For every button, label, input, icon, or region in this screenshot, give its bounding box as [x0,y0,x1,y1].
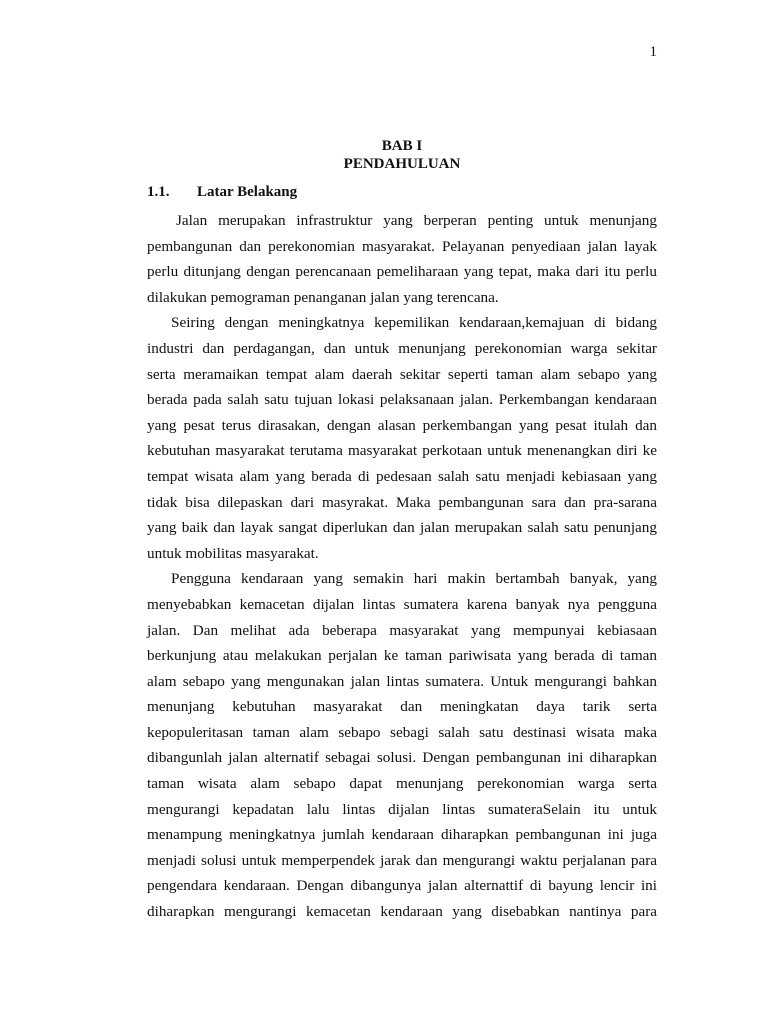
text-line: berkunjung atau melakukan perjalan ke taman pariwisata yang berada di taman [147,647,657,665]
text-line: pengendara kendaraan. Dengan dibangunya jalan alternattif di bayung lencir ini [147,877,657,895]
text-line: menampung meningkatnya jumlah kendaraan diharapkan pembangunan ini juga [147,826,657,844]
text-line: industri dan perdagangan, dan untuk menunjang perekonomian warga sekitar [147,339,657,357]
body-text [147,208,657,925]
paragraph [147,208,657,310]
text-line: dilakukan pemograman penanganan jalan yang terencana. [147,288,499,306]
text-line: diharapkan mengurangi kemacetan kendaraan yang disebabkan nantinya para [147,903,657,921]
text-line: kebutuhan masyarakat terutama masyarakat perkotaan untuk menenangkan diri ke [147,442,657,460]
section-number: 1.1. [147,184,170,200]
text-line: alam sebapo yang mengunakan jalan lintas sumatera. Untuk mengurangi bahkan [147,672,657,690]
text-line: perlu ditunjang dengan perencanaan pemeliharaan yang tepat, maka dari itu perlu [147,263,657,281]
text-line: pembangunan dan perekonomian masyarakat. Pelayanan penyediaan jalan layak [147,237,657,255]
paragraph [147,566,657,924]
section-title: Latar Belakang [197,184,298,200]
chapter-title: PENDAHULUAN [343,156,461,172]
text-line: berada pada salah satu tujuan lokasi pelaksanaan jalan. Perkembangan kendaraan [147,391,657,409]
paragraph [147,310,657,566]
page-number: 1 [649,44,657,60]
text-line: Jalan merupakan infrastruktur yang berperan penting untuk menunjang [176,212,657,229]
text-line: yang pesat terus dirasakan, dengan alasan perkembangan yang pesat itulah dan [147,416,657,434]
text-line: taman wisata alam sebapo dapat menunjang perekonomian warga serta [147,775,657,793]
text-line: menjadi solusi untuk memperpendek jarak dan mengurangi waktu perjalanan para [147,851,657,869]
text-line: jalan. Dan melihat ada beberapa masyarakat yang mempunyai kebiasaan [147,621,657,639]
chapter-label: BAB I [381,138,423,154]
text-line: tempat wisata alam yang berada di pedesaan salah satu menjadi kebiasaan yang [147,467,657,485]
text-line: dibangunlah jalan alternatif sebagai solusi. Dengan pembangunan ini diharapkan [147,749,657,767]
text-line: serta meramaikan tempat alam daerah sekitar seperti taman alam sebapo yang [147,365,657,383]
section-heading [147,183,297,201]
text-line: menunjang kebutuhan masyarakat dan meningkatan daya tarik serta [147,698,657,716]
text-line: untuk mobilitas masyarakat. [147,544,319,562]
text-line: tidak bisa dilepaskan dari masyrakat. Maka pembangunan sara dan pra-sarana [147,493,657,511]
text-line: menyebabkan kemacetan dijalan lintas sumatera karena banyak nya pengguna [147,595,657,613]
text-line: kepopuleritasan taman alam sebapo sebagi salah satu destinasi wisata maka [147,723,657,741]
text-line: yang baik dan layak sangat diperlukan dan jalan merupakan salah satu penunjang [147,519,657,537]
text-line: Seiring dengan meningkatnya kepemilikan kendaraan,kemajuan di bidang [171,314,657,332]
chapter-heading [147,137,657,173]
text-line: Pengguna kendaraan yang semakin hari makin bertambah banyak, yang [171,570,657,588]
text-line: mengurangi kepadatan lalu lintas dijalan lintas sumateraSelain itu untuk [147,800,657,818]
